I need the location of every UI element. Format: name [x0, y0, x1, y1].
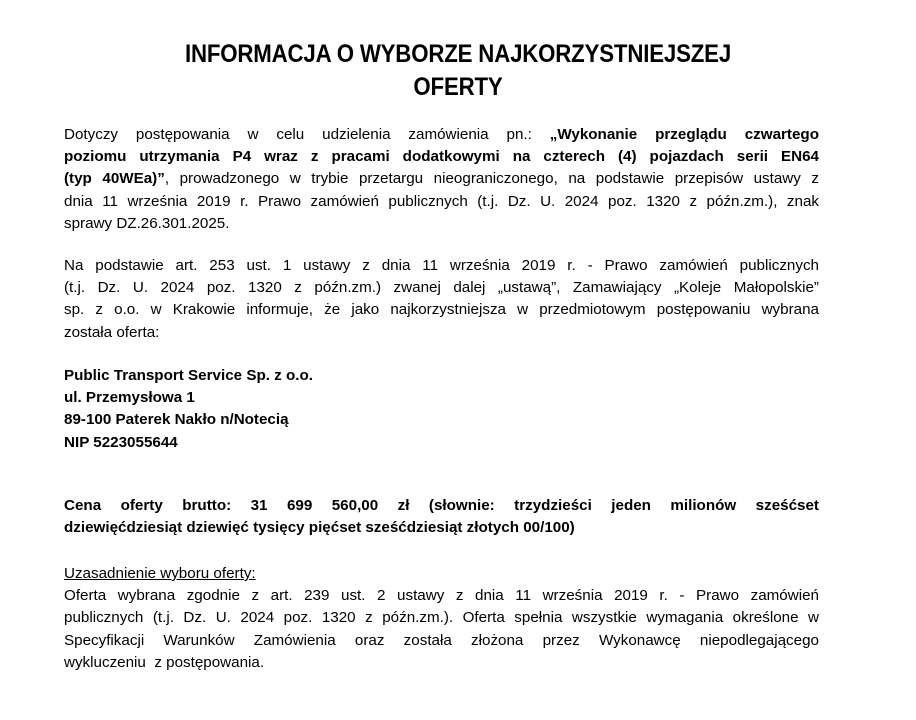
tender-name-start: „Wykonanie przeglądu czwartego	[549, 126, 819, 143]
tender-name-end: (typ 40WEa)”	[64, 170, 165, 188]
basis-line-2: (t.j. Dz. U. 2024 poz. 1320 z późn.zm.) zwanej dalej „ustawą”, Zamawiający „Koleje Małopolskie”	[64, 279, 819, 297]
intro-line-3: (typ 40WEa)”, prowadzonego w trybie przetargu nieograniczonego, na podstawie przepisów ustawy z	[64, 170, 820, 188]
justification-section	[64, 563, 819, 674]
intro-line-2: poziomu utrzymania P4 wraz z pracami dodatkowymi na czterech (4) pojazdach serii EN64	[64, 148, 819, 166]
intro-line-1: Dotyczy postępowania w celu udzielenia zamówienia pn.: „Wykonanie przeglądu czwartego	[64, 126, 819, 143]
winner-nip: NIP 5223055644	[64, 433, 178, 451]
justification-line-4: wykluczeniu z postępowania.	[64, 653, 265, 671]
basis-paragraph	[64, 255, 819, 344]
intro-line-4: dnia 11 września 2019 r. Prawo zamówień publicznych (t.j. Dz. U. 2024 poz. 1320 z późn.zm.), znak	[64, 192, 819, 210]
justification-line-2: publicznych (t.j. Dz. U. 2024 poz. 1320 z późn.zm.). Oferta spełnia wszystkie wymagania określone w	[64, 609, 819, 627]
winner-city: 89-100 Paterek Nakło n/Notecią	[64, 411, 289, 429]
price-line-1: Cena oferty brutto: 31 699 560,00 zł (słownie: trzydzieści jeden milionów sześćset	[64, 497, 819, 514]
case-number-line: sprawy DZ.26.301.2025.	[64, 214, 230, 232]
price-line-2: dziewięćdziesiąt dziewięć tysięcy pięćset sześćdziesiąt złotych 00/100)	[64, 519, 575, 537]
basis-line-4: została oferta:	[64, 323, 160, 341]
justification-line-1: Oferta wybrana zgodnie z art. 239 ust. 2 ustawy z dnia 11 września 2019 r. - Prawo zamówień	[64, 587, 819, 605]
title-line-1: INFORMACJA O WYBORZE NAJKORZYSTNIEJSZEJ	[184, 40, 732, 68]
winner-company-name: Public Transport Service Sp. z o.o.	[64, 367, 313, 384]
winner-street: ul. Przemysłowa 1	[64, 389, 195, 407]
basis-line-1: Na podstawie art. 253 ust. 1 ustawy z dnia 11 września 2019 r. - Prawo zamówień publicznych	[64, 257, 819, 274]
intro-paragraph	[64, 124, 819, 235]
document-title	[0, 38, 916, 104]
justification-heading: Uzasadnienie wyboru oferty:	[64, 565, 256, 582]
title-line-2: OFERTY	[413, 73, 503, 101]
winner-address-block	[64, 365, 819, 454]
justification-line-3: Specyfikacji Warunków Zamówienia oraz została złożona przez Wykonawcę niepodlegającego	[64, 631, 819, 649]
basis-line-3: sp. z o.o. w Krakowie informuje, że jako najkorzystniejsza w przedmiotowym postępowaniu wybrana	[64, 301, 819, 319]
price-paragraph	[64, 495, 819, 539]
